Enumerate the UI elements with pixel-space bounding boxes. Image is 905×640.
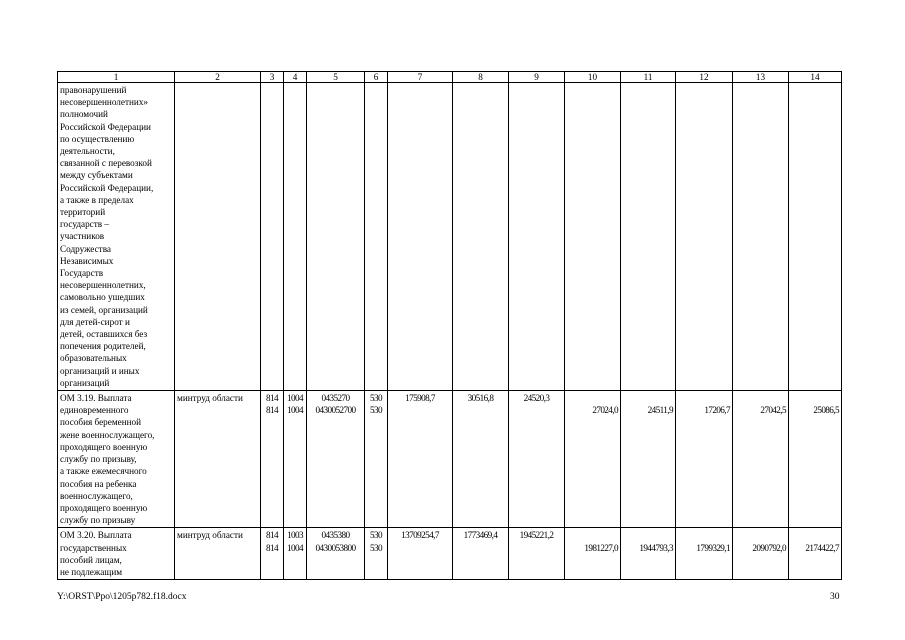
code-cell: [284, 391, 307, 528]
value-text: 17206,7: [704, 405, 730, 416]
value-cell: [733, 528, 789, 580]
code-line: 530: [370, 405, 382, 416]
value-text: 1799329,1: [696, 542, 730, 553]
column-number: 3: [261, 72, 284, 83]
value-cell: 175908,7: [388, 391, 453, 528]
code-line: 0435380: [321, 530, 350, 541]
cell: [365, 83, 388, 391]
value-cell: [621, 391, 676, 528]
code-line: 1004: [287, 405, 303, 416]
footer-file-path: Y:\ORST\Ppo\1205p782.f18.docx: [57, 592, 187, 602]
table-row: [58, 391, 842, 528]
cell: [565, 83, 621, 391]
column-number: 4: [284, 72, 307, 83]
code-line: 1004: [287, 542, 303, 553]
cell: [307, 83, 365, 391]
cell: [175, 83, 261, 391]
value-cell: [621, 528, 676, 580]
code-line: 0430052700: [315, 405, 356, 416]
value-text: 1981227,0: [584, 542, 618, 553]
cell: [261, 83, 284, 391]
executor-cell: минтруд области: [175, 391, 261, 528]
cell: [621, 83, 676, 391]
column-number: 1: [58, 72, 175, 83]
column-number: 13: [733, 72, 789, 83]
column-number: 5: [307, 72, 365, 83]
value-cell: [565, 528, 621, 580]
value-cell: [789, 391, 842, 528]
cell: [676, 83, 733, 391]
code-line: 530: [370, 542, 382, 553]
column-number: 9: [509, 72, 565, 83]
page-number: 30: [830, 592, 840, 602]
code-line: 814: [266, 542, 278, 553]
code-cell: [365, 391, 388, 528]
value-text: 2090792,0: [752, 542, 786, 553]
column-number: 2: [175, 72, 261, 83]
value-cell: 30516,8: [453, 391, 509, 528]
code-cell: [261, 391, 284, 528]
cell: [453, 83, 509, 391]
column-number: 14: [789, 72, 842, 83]
column-number: 7: [388, 72, 453, 83]
value-cell: 24520,3: [509, 391, 565, 528]
code-cell: [307, 391, 365, 528]
table-header-row: [58, 72, 842, 83]
code-line: 530: [370, 393, 382, 404]
code-cell: [307, 528, 365, 580]
budget-table: [57, 71, 842, 580]
code-line: 0430053800: [315, 542, 356, 553]
value-cell: [676, 391, 733, 528]
code-cell: [365, 528, 388, 580]
value-text: 25086,5: [813, 405, 839, 416]
value-cell: 1773469,4: [453, 528, 509, 580]
code-line: 530: [370, 530, 382, 541]
cell: [733, 83, 789, 391]
code-cell: [261, 528, 284, 580]
column-number: 8: [453, 72, 509, 83]
table-row: [58, 83, 842, 391]
value-text: 24511,9: [647, 405, 673, 416]
value-text: 27042,5: [760, 405, 786, 416]
code-line: 1003: [287, 530, 303, 541]
value-cell: [565, 391, 621, 528]
cell: [789, 83, 842, 391]
value-text: 27024,0: [592, 405, 618, 416]
measure-label: правонарушений несовершеннолетних» полномочий Российской Федерации по осуществлению деятельности, связанной с перевозкой между субъектами Российской Федерации, а также в пределах территорий государств – участников Содружества Независимых Государств несовершеннолетних, самовольно ушедших из семей, организаций для детей-сирот и детей, оставшихся без попечения родителей, образовательных организаций и иных организаций: [58, 83, 175, 391]
code-line: 814: [266, 405, 278, 416]
column-number: 6: [365, 72, 388, 83]
column-number: 10: [565, 72, 621, 83]
measure-label: ОМ 3.19. Выплата единовременного пособия беременной жене военнослужащего, проходящего военную службу по призыву, а также ежемесячного пособия на ребенка военнослужащего, проходящего военную службу по призыву: [58, 391, 175, 528]
measure-label: ОМ 3.20. Выплата государственных пособий лицам, не подлежащим: [58, 528, 175, 580]
cell: [284, 83, 307, 391]
column-number: 12: [676, 72, 733, 83]
value-cell: [676, 528, 733, 580]
code-cell: [284, 528, 307, 580]
code-line: 0435270: [321, 393, 350, 404]
value-text: 2174422,7: [805, 542, 839, 553]
cell: [509, 83, 565, 391]
value-cell: [789, 528, 842, 580]
column-number: 11: [621, 72, 676, 83]
table-row: [58, 528, 842, 580]
code-line: 1004: [287, 393, 303, 404]
executor-cell: минтруд области: [175, 528, 261, 580]
code-line: 814: [266, 530, 278, 541]
value-cell: 13709254,7: [388, 528, 453, 580]
value-cell: [733, 391, 789, 528]
value-text: 1944793,3: [639, 542, 673, 553]
value-cell: 1945221,2: [509, 528, 565, 580]
code-line: 814: [266, 393, 278, 404]
cell: [388, 83, 453, 391]
